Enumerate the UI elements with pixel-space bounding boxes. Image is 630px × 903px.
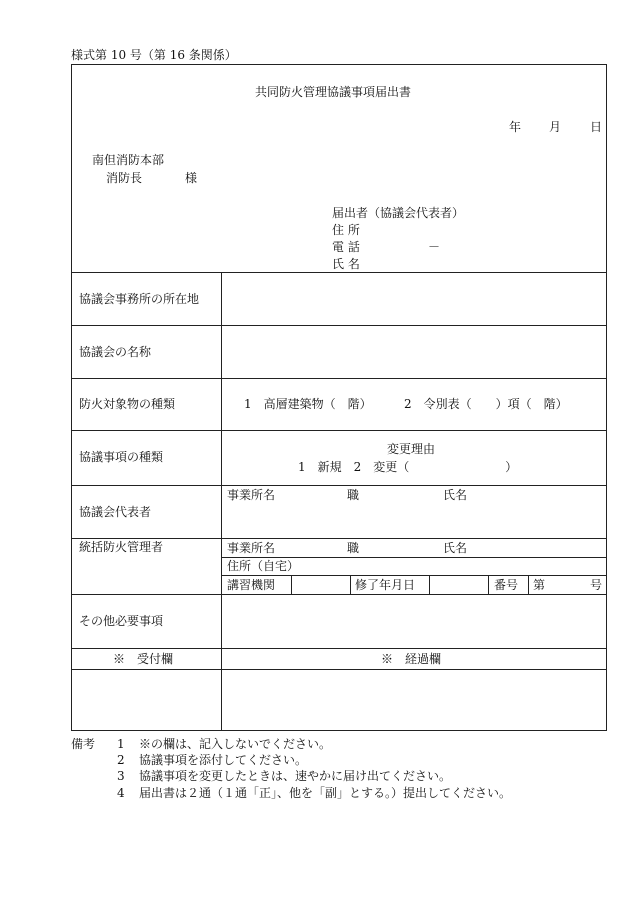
reception-header: ※ 受付欄 [113,652,174,666]
office-location-field[interactable] [224,275,604,323]
other-matters-label: その他必要事項 [79,614,164,628]
form-title: 共同防火管理協議事項届出書 [255,85,412,99]
column-divider [221,272,222,731]
note-item-text: ※の欄は、記入しないでください。 [139,737,332,751]
supervisor-name[interactable]: 氏名 [443,541,468,555]
certificate-number-suffix: 号 [590,578,603,592]
representative-position[interactable]: 職 [347,488,360,502]
row-divider [71,669,607,670]
note-item-text: 届出書は２通（１通「正」、他を「副」とする。）提出してください。 [139,786,512,800]
supervisor-label: 統括防火管理者 [79,540,164,554]
date-year: 年 [509,120,522,134]
row-divider [71,485,607,486]
notes-heading: 備考 [71,737,96,751]
column-divider [528,575,529,594]
council-name-field[interactable] [224,328,604,376]
office-location-label: 協議会事務所の所在地 [79,292,200,306]
row-divider [71,430,607,431]
date-month: 月 [549,120,562,134]
note-item-number: 3 [117,769,125,783]
course-org-field[interactable] [293,577,348,592]
column-divider [429,575,430,594]
certificate-number-prefix: 第 [533,578,546,592]
row-divider [71,648,607,649]
representative-label: 協議会代表者 [79,505,152,519]
supervisor-address[interactable]: 住所（自宅） [227,559,300,573]
matter-type-label: 協議事項の種類 [79,450,164,464]
row-divider [221,557,607,558]
supervisor-position[interactable]: 職 [347,541,360,555]
form-number: 様式第 10 号（第 16 条関係） [71,48,237,62]
note-item-number: 1 [117,737,125,751]
addressee-org: 南但消防本部 [92,153,165,167]
representative-name[interactable]: 氏名 [443,488,468,502]
note-item-number: 2 [117,753,125,767]
note-item-text: 協議事項を添付してください。 [139,753,308,767]
column-divider [291,575,292,594]
row-divider [71,325,607,326]
addressee-role: 消防長 [106,171,143,185]
certificate-number-label: 番号 [494,578,519,592]
column-divider [350,575,351,594]
column-divider [488,575,489,594]
note-item-text: 協議事項を変更したときは、速やかに届け出てください。 [139,769,452,783]
council-name-label: 協議会の名称 [79,345,152,359]
completion-date-field[interactable] [431,577,486,592]
matter-type-options[interactable]: 1 新規 2 変更（ ） [298,460,518,474]
addressee-honorific: 様 [185,171,198,185]
progress-header: ※ 経過欄 [381,652,442,666]
property-type-option-highrise[interactable]: 1 高層建築物（ 階） [244,397,372,411]
supervisor-office-name[interactable]: 事業所名 [227,541,276,555]
submitter-address-label: 住 所 [332,223,360,237]
note-item-number: 4 [117,786,125,800]
row-divider [71,594,607,595]
course-org-label: 講習機関 [227,578,276,592]
row-divider [71,538,607,539]
other-matters-field[interactable] [224,597,604,645]
change-reason-label: 変更理由 [387,442,436,456]
date-day: 日 [590,120,603,134]
submitter-phone-label: 電 話 [332,240,360,254]
representative-office-name[interactable]: 事業所名 [227,488,276,502]
row-divider [71,378,607,379]
row-divider [221,575,607,576]
completion-date-label: 修了年月日 [355,578,416,592]
property-type-label: 防火対象物の種類 [79,397,176,411]
row-divider [71,272,607,273]
submitter-phone-separator: － [428,240,441,254]
submitter-heading: 届出者（協議会代表者） [332,206,465,220]
submitter-name-label: 氏 名 [332,257,360,271]
property-type-option-appendix[interactable]: 2 令別表（ ）項（ 階） [404,397,568,411]
